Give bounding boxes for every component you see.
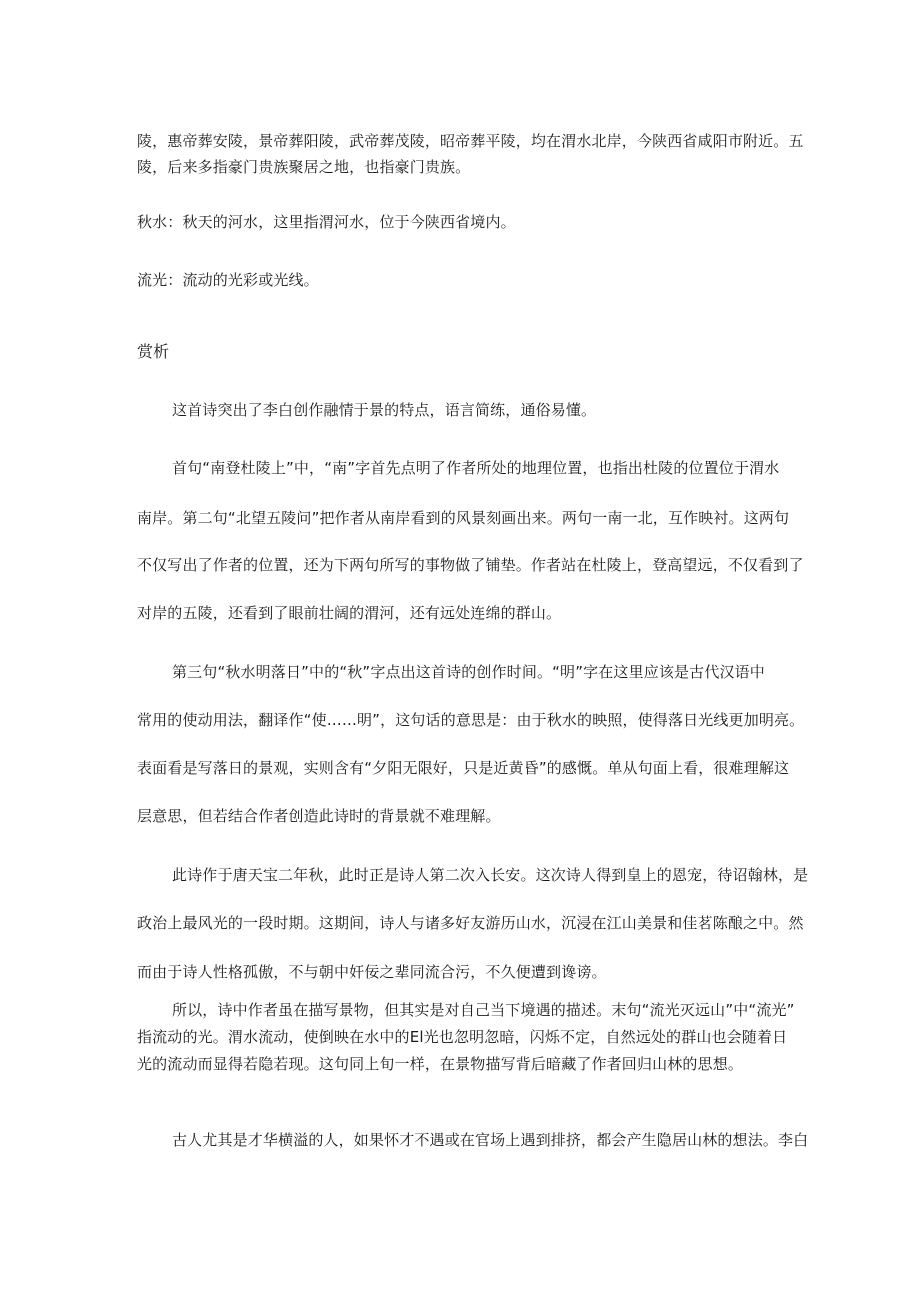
paragraph-line: 层意思，但若结合作者创造此诗时的背景就不难理解。 <box>137 807 501 825</box>
paragraph-line: 常用的使动用法，翻译作“使……明”，这句话的意思是：由于秋水的映照，使得落日光线更加明亮。 <box>137 711 805 729</box>
paragraph-line: 政治上最风光的一段时期。这期间，诗人与诸多好友游历山水，沉浸在江山美景和佳茗陈酿之中。然 <box>137 914 804 932</box>
note-liuguang: 流光：流动的光彩或光线。 <box>137 271 319 289</box>
section-heading: 赏析 <box>137 342 170 361</box>
paragraph-line: 首句“南登杜陵上”中，“南”字首先点明了作者所处的地理位置，也指出杜陵的位置位于渭水 <box>172 459 780 477</box>
note-line: 陵，后来多指豪门贵族聚居之地，也指豪门贵族。 <box>137 158 471 176</box>
note-line: 陵，惠帝葬安陵，景帝葬阳陵，武帝葬茂陵，昭帝葬平陵，均在渭水北岸，今陕西省咸阳市附近。五 <box>137 132 804 150</box>
paragraph-line: 而由于诗人性格孤傲，不与朝中奸佞之辈同流合污，不久便遭到谗谤。 <box>137 963 607 981</box>
paragraph-line: 这首诗突出了李白创作融情于景的特点，语言简练，通俗易懂。 <box>172 401 597 419</box>
note-qiushui: 秋水：秋天的河水，这里指渭河水，位于今陕西省境内。 <box>137 213 516 231</box>
paragraph-line: 此诗作于唐天宝二年秋，此时正是诗人第二次入长安。这次诗人得到皇上的恩宠，待诏翰林，是 <box>172 866 809 884</box>
paragraph-line: 第三句“秋水明落日”中的“秋”字点出这首诗的创作时间。“明”字在这里应该是古代汉语中 <box>172 663 765 681</box>
paragraph-line: 光的流动而显得若隐若现。这句同上旬一样，在景物描写背后暗藏了作者回归山林的思想。 <box>137 1055 744 1073</box>
paragraph-line: 南岸。第二句“北望五陵问”把作者从南岸看到的风景刻画出来。两句一南一北，互作映衬。这两句 <box>137 509 790 527</box>
paragraph-line: 古人尤其是才华横溢的人，如果怀才不遇或在官场上遇到排挤，都会产生隐居山林的想法。李白 <box>172 1131 809 1149</box>
paragraph-line: 指流动的光。渭水流动，使倒映在水中的El光也忽明忽暗，闪烁不定，自然远处的群山也会随着日 <box>137 1028 788 1046</box>
paragraph-line: 不仅写出了作者的位置，还为下两句所写的事物做了铺垫。作者站在杜陵上，登高望远，不仅看到了 <box>137 556 804 574</box>
paragraph-line: 对岸的五陵，还看到了眼前壮阔的渭河，还有远处连绵的群山。 <box>137 604 562 622</box>
paragraph-line: 表面看是写落日的景观，实则含有“夕阳无限好，只是近黄昏”的感慨。单从句面上看，很难理解这 <box>137 759 790 777</box>
paragraph-line: 所以，诗中作者虽在描写景物，但其实是对自己当下境遇的描述。末句“流光灭远山”中“流光” <box>172 1001 795 1019</box>
